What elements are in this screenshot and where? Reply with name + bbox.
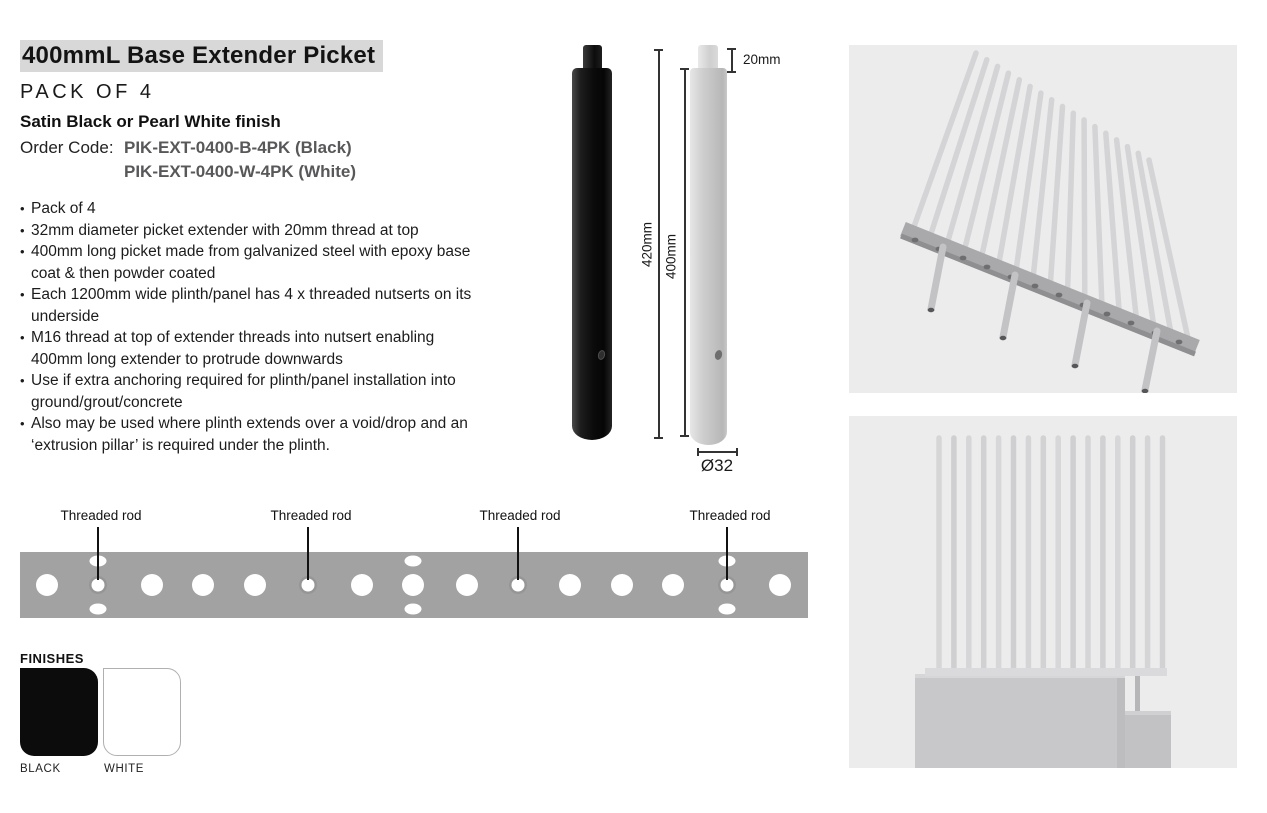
- feature-item: • Use if extra anchoring required for plinth/panel installation into ground/grout/concrete: [20, 370, 482, 413]
- threaded-rod-label: Threaded rod: [689, 508, 771, 523]
- order-code-black: PIK-EXT-0400-B-4PK (Black): [124, 138, 352, 157]
- dim-line-dia: [697, 451, 737, 453]
- finish-subtitle: Satin Black or Pearl White finish: [20, 112, 281, 131]
- leader-line: [307, 527, 309, 580]
- black-picket-body: [572, 68, 612, 440]
- dim-tick: [727, 48, 736, 50]
- feature-item: • 32mm diameter picket extender with 20mm thread at top: [20, 220, 482, 242]
- product-header: [20, 42, 510, 456]
- order-code-white: PIK-EXT-0400-W-4PK (White): [124, 162, 357, 181]
- leader-line: [517, 527, 519, 580]
- leader-line: [97, 527, 99, 580]
- pack-subtitle: PACK OF 4: [20, 81, 155, 103]
- dim-line-400: [684, 69, 686, 436]
- underside-render-graphic: [849, 45, 1237, 393]
- plinth-bar-graphic: [20, 552, 808, 618]
- feature-item: • 400mm long picket made from galvanized steel with epoxy base coat & then powder coated: [20, 241, 482, 284]
- finish-swatch-black: [20, 668, 98, 756]
- concrete-block: [915, 678, 1125, 768]
- dim-label-thread-length: 20mm: [743, 52, 781, 67]
- order-codes: [124, 136, 356, 184]
- dim-line-420: [658, 50, 660, 438]
- dim-line-20: [731, 49, 733, 72]
- threaded-rod-label: Threaded rod: [270, 508, 352, 523]
- feature-item: • Also may be used where plinth extends over a void/drop and an ‘extrusion pillar’ is required under the plinth.: [20, 413, 482, 456]
- dim-tick: [736, 448, 738, 456]
- finish-label-white: WHITE: [104, 763, 145, 775]
- page-title-text: 400mmL Base Extender Picket: [20, 40, 383, 72]
- render-installed-view: [849, 416, 1237, 768]
- feature-item: • M16 thread at top of extender threads into nutsert enabling 400mm long extender to protrude downwards: [20, 327, 482, 370]
- dim-tick: [680, 435, 689, 437]
- finish-label-black: BLACK: [20, 763, 61, 775]
- order-code-label: Order Code:: [20, 138, 114, 157]
- threaded-rod-label: Threaded rod: [60, 508, 142, 523]
- order-code-block: [20, 136, 510, 184]
- finishes-heading: FINISHES: [20, 651, 84, 666]
- leader-line: [726, 527, 728, 580]
- dim-label-total-length: 420mm: [639, 222, 655, 268]
- feature-list: [20, 198, 482, 456]
- concrete-step: [1125, 715, 1171, 768]
- dim-label-body-length: 400mm: [663, 234, 679, 280]
- feature-item: • Each 1200mm wide plinth/panel has 4 x threaded nutserts on its underside: [20, 284, 482, 327]
- dim-label-diameter: Ø32: [700, 456, 734, 475]
- dim-tick: [727, 71, 736, 73]
- finish-swatch-white: [103, 668, 181, 756]
- threaded-rod-label: Threaded rod: [479, 508, 561, 523]
- dim-tick: [654, 437, 663, 439]
- dim-tick: [697, 448, 699, 456]
- dim-tick: [680, 68, 689, 70]
- picket-holes: [36, 574, 791, 596]
- page-title: [20, 42, 510, 70]
- render-underside-view: [849, 45, 1237, 393]
- installed-render-graphic: [849, 416, 1237, 768]
- feature-item: • Pack of 4: [20, 198, 482, 220]
- dim-tick: [654, 49, 663, 51]
- white-picket-body: [690, 68, 727, 445]
- plinth-rail: [925, 668, 1167, 676]
